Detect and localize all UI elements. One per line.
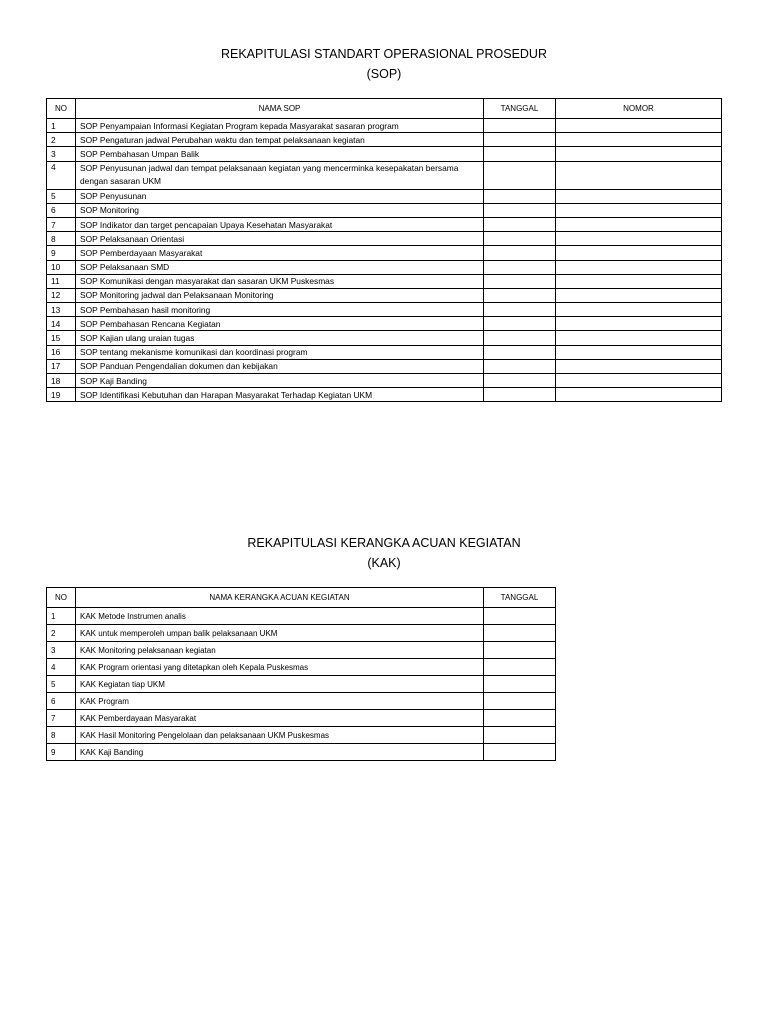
- table-row: [47, 288, 722, 302]
- row-number: [556, 133, 722, 147]
- row-number: [556, 331, 722, 345]
- row-date: [484, 727, 556, 744]
- table-row: [47, 189, 722, 203]
- table-row: [47, 693, 556, 710]
- sop-title-line1: REKAPITULASI STANDART OPERASIONAL PROSEDUR: [220, 47, 547, 61]
- row-name: KAK Program: [76, 693, 484, 710]
- row-date: [484, 189, 556, 203]
- row-date: [484, 744, 556, 761]
- table-row: [47, 133, 722, 147]
- row-number: [556, 274, 722, 288]
- table-row: [47, 232, 722, 246]
- row-date: [484, 625, 556, 642]
- row-date: [484, 693, 556, 710]
- row-number: [556, 147, 722, 161]
- row-no: 4: [47, 161, 76, 189]
- sop-header-number: NOMOR: [556, 99, 722, 119]
- row-name: SOP Penyusunan jadwal dan tempat pelaksanaan kegiatan yang mencerminka kesepakatan bersama dengan sasaran UKM: [76, 161, 484, 189]
- row-name: SOP Pembahasan Rencana Kegiatan: [76, 317, 484, 331]
- table-row: [47, 303, 722, 317]
- row-date: [484, 345, 556, 359]
- row-name: KAK Hasil Monitoring Pengelolaan dan pelaksanaan UKM Puskesmas: [76, 727, 484, 744]
- kak-table: [46, 587, 556, 761]
- row-no: 4: [47, 659, 76, 676]
- row-number: [556, 203, 722, 217]
- table-row: [47, 388, 722, 402]
- row-no: 5: [47, 676, 76, 693]
- row-no: 1: [47, 608, 76, 625]
- row-name: SOP Identifikasi Kebutuhan dan Harapan Masyarakat Terhadap Kegiatan UKM: [76, 388, 484, 402]
- row-date: [484, 374, 556, 388]
- row-date: [484, 676, 556, 693]
- row-no: 11: [47, 274, 76, 288]
- row-date: [484, 119, 556, 133]
- table-row: [47, 659, 556, 676]
- row-no: 17: [47, 359, 76, 373]
- sop-header-date: TANGGAL: [484, 99, 556, 119]
- kak-title: [0, 533, 768, 573]
- row-date: [484, 710, 556, 727]
- row-no: 8: [47, 727, 76, 744]
- table-row: [47, 744, 556, 761]
- row-no: 13: [47, 303, 76, 317]
- row-name: SOP Pelaksanaan SMD: [76, 260, 484, 274]
- row-no: 9: [47, 246, 76, 260]
- row-name: SOP Indikator dan target pencapaian Upaya Kesehatan Masyarakat: [76, 217, 484, 231]
- row-no: 2: [47, 625, 76, 642]
- row-name: KAK Program orientasi yang ditetapkan oleh Kepala Puskesmas: [76, 659, 484, 676]
- row-no: 15: [47, 331, 76, 345]
- sop-header-name: NAMA SOP: [76, 99, 484, 119]
- row-no: 12: [47, 288, 76, 302]
- row-name: SOP Kajian ulang uraian tugas: [76, 331, 484, 345]
- table-row: [47, 161, 722, 189]
- row-date: [484, 608, 556, 625]
- kak-header-row: [47, 588, 556, 608]
- row-no: 6: [47, 203, 76, 217]
- table-row: [47, 331, 722, 345]
- row-date: [484, 274, 556, 288]
- kak-header-date: TANGGAL: [484, 588, 556, 608]
- row-number: [556, 374, 722, 388]
- sop-header-no: NO: [47, 99, 76, 119]
- sop-title-line2: (SOP): [366, 67, 402, 81]
- sop-header-row: [47, 99, 722, 119]
- table-row: [47, 625, 556, 642]
- table-row: [47, 217, 722, 231]
- row-no: 2: [47, 133, 76, 147]
- row-date: [484, 388, 556, 402]
- row-no: 19: [47, 388, 76, 402]
- row-name: SOP Komunikasi dengan masyarakat dan sasaran UKM Puskesmas: [76, 274, 484, 288]
- table-row: [47, 317, 722, 331]
- row-no: 3: [47, 147, 76, 161]
- row-number: [556, 288, 722, 302]
- table-row: [47, 374, 722, 388]
- row-no: 10: [47, 260, 76, 274]
- row-number: [556, 119, 722, 133]
- table-row: [47, 119, 722, 133]
- row-number: [556, 217, 722, 231]
- kak-title-line2: (KAK): [367, 556, 401, 570]
- row-no: 1: [47, 119, 76, 133]
- row-number: [556, 303, 722, 317]
- table-row: [47, 359, 722, 373]
- row-date: [484, 217, 556, 231]
- row-date: [484, 331, 556, 345]
- sop-table: [46, 98, 722, 402]
- row-number: [556, 189, 722, 203]
- row-name: SOP Pelaksanaan Orientasi: [76, 232, 484, 246]
- row-date: [484, 288, 556, 302]
- row-number: [556, 232, 722, 246]
- row-name: SOP Monitoring: [76, 203, 484, 217]
- kak-header-no: NO: [47, 588, 76, 608]
- table-row: [47, 727, 556, 744]
- row-no: 7: [47, 710, 76, 727]
- row-name: SOP Penyampaian Informasi Kegiatan Program kepada Masyarakat sasaran program: [76, 119, 484, 133]
- row-date: [484, 659, 556, 676]
- table-row: [47, 676, 556, 693]
- row-no: 18: [47, 374, 76, 388]
- row-date: [484, 133, 556, 147]
- row-name: KAK Monitoring pelaksanaan kegiatan: [76, 642, 484, 659]
- row-date: [484, 303, 556, 317]
- row-name: SOP Monitoring jadwal dan Pelaksanaan Monitoring: [76, 288, 484, 302]
- row-no: 14: [47, 317, 76, 331]
- row-number: [556, 260, 722, 274]
- row-no: 5: [47, 189, 76, 203]
- row-name: SOP Pembahasan hasil monitoring: [76, 303, 484, 317]
- kak-title-line1: REKAPITULASI KERANGKA ACUAN KEGIATAN: [247, 536, 521, 550]
- row-name: SOP tentang mekanisme komunikasi dan koordinasi program: [76, 345, 484, 359]
- row-name: KAK Kaji Banding: [76, 744, 484, 761]
- row-date: [484, 147, 556, 161]
- table-row: [47, 608, 556, 625]
- row-name: SOP Kaji Banding: [76, 374, 484, 388]
- row-date: [484, 203, 556, 217]
- row-name: KAK Pemberdayaan Masyarakat: [76, 710, 484, 727]
- table-row: [47, 203, 722, 217]
- row-name: KAK Kegiatan tiap UKM: [76, 676, 484, 693]
- table-row: [47, 246, 722, 260]
- row-no: 6: [47, 693, 76, 710]
- row-number: [556, 388, 722, 402]
- row-number: [556, 345, 722, 359]
- kak-header-name: NAMA KERANGKA ACUAN KEGIATAN: [76, 588, 484, 608]
- row-date: [484, 642, 556, 659]
- row-date: [484, 317, 556, 331]
- table-row: [47, 710, 556, 727]
- row-no: 3: [47, 642, 76, 659]
- row-date: [484, 359, 556, 373]
- row-number: [556, 246, 722, 260]
- row-name: SOP Penyusunan: [76, 189, 484, 203]
- row-no: 16: [47, 345, 76, 359]
- row-no: 8: [47, 232, 76, 246]
- table-row: [47, 147, 722, 161]
- row-date: [484, 232, 556, 246]
- table-row: [47, 642, 556, 659]
- row-name: SOP Pemberdayaan Masyarakat: [76, 246, 484, 260]
- table-row: [47, 274, 722, 288]
- row-name: SOP Pengaturan jadwal Perubahan waktu dan tempat pelaksanaan kegiatan: [76, 133, 484, 147]
- row-date: [484, 260, 556, 274]
- row-no: 7: [47, 217, 76, 231]
- row-number: [556, 359, 722, 373]
- table-row: [47, 260, 722, 274]
- row-number: [556, 317, 722, 331]
- row-date: [484, 161, 556, 189]
- sop-title: [0, 44, 768, 84]
- row-date: [484, 246, 556, 260]
- table-row: [47, 345, 722, 359]
- row-name: KAK untuk memperoleh umpan balik pelaksanaan UKM: [76, 625, 484, 642]
- row-name: KAK Metode Instrumen analis: [76, 608, 484, 625]
- row-no: 9: [47, 744, 76, 761]
- row-name: SOP Panduan Pengendalian dokumen dan kebijakan: [76, 359, 484, 373]
- row-name: SOP Pembahasan Umpan Balik: [76, 147, 484, 161]
- row-number: [556, 161, 722, 189]
